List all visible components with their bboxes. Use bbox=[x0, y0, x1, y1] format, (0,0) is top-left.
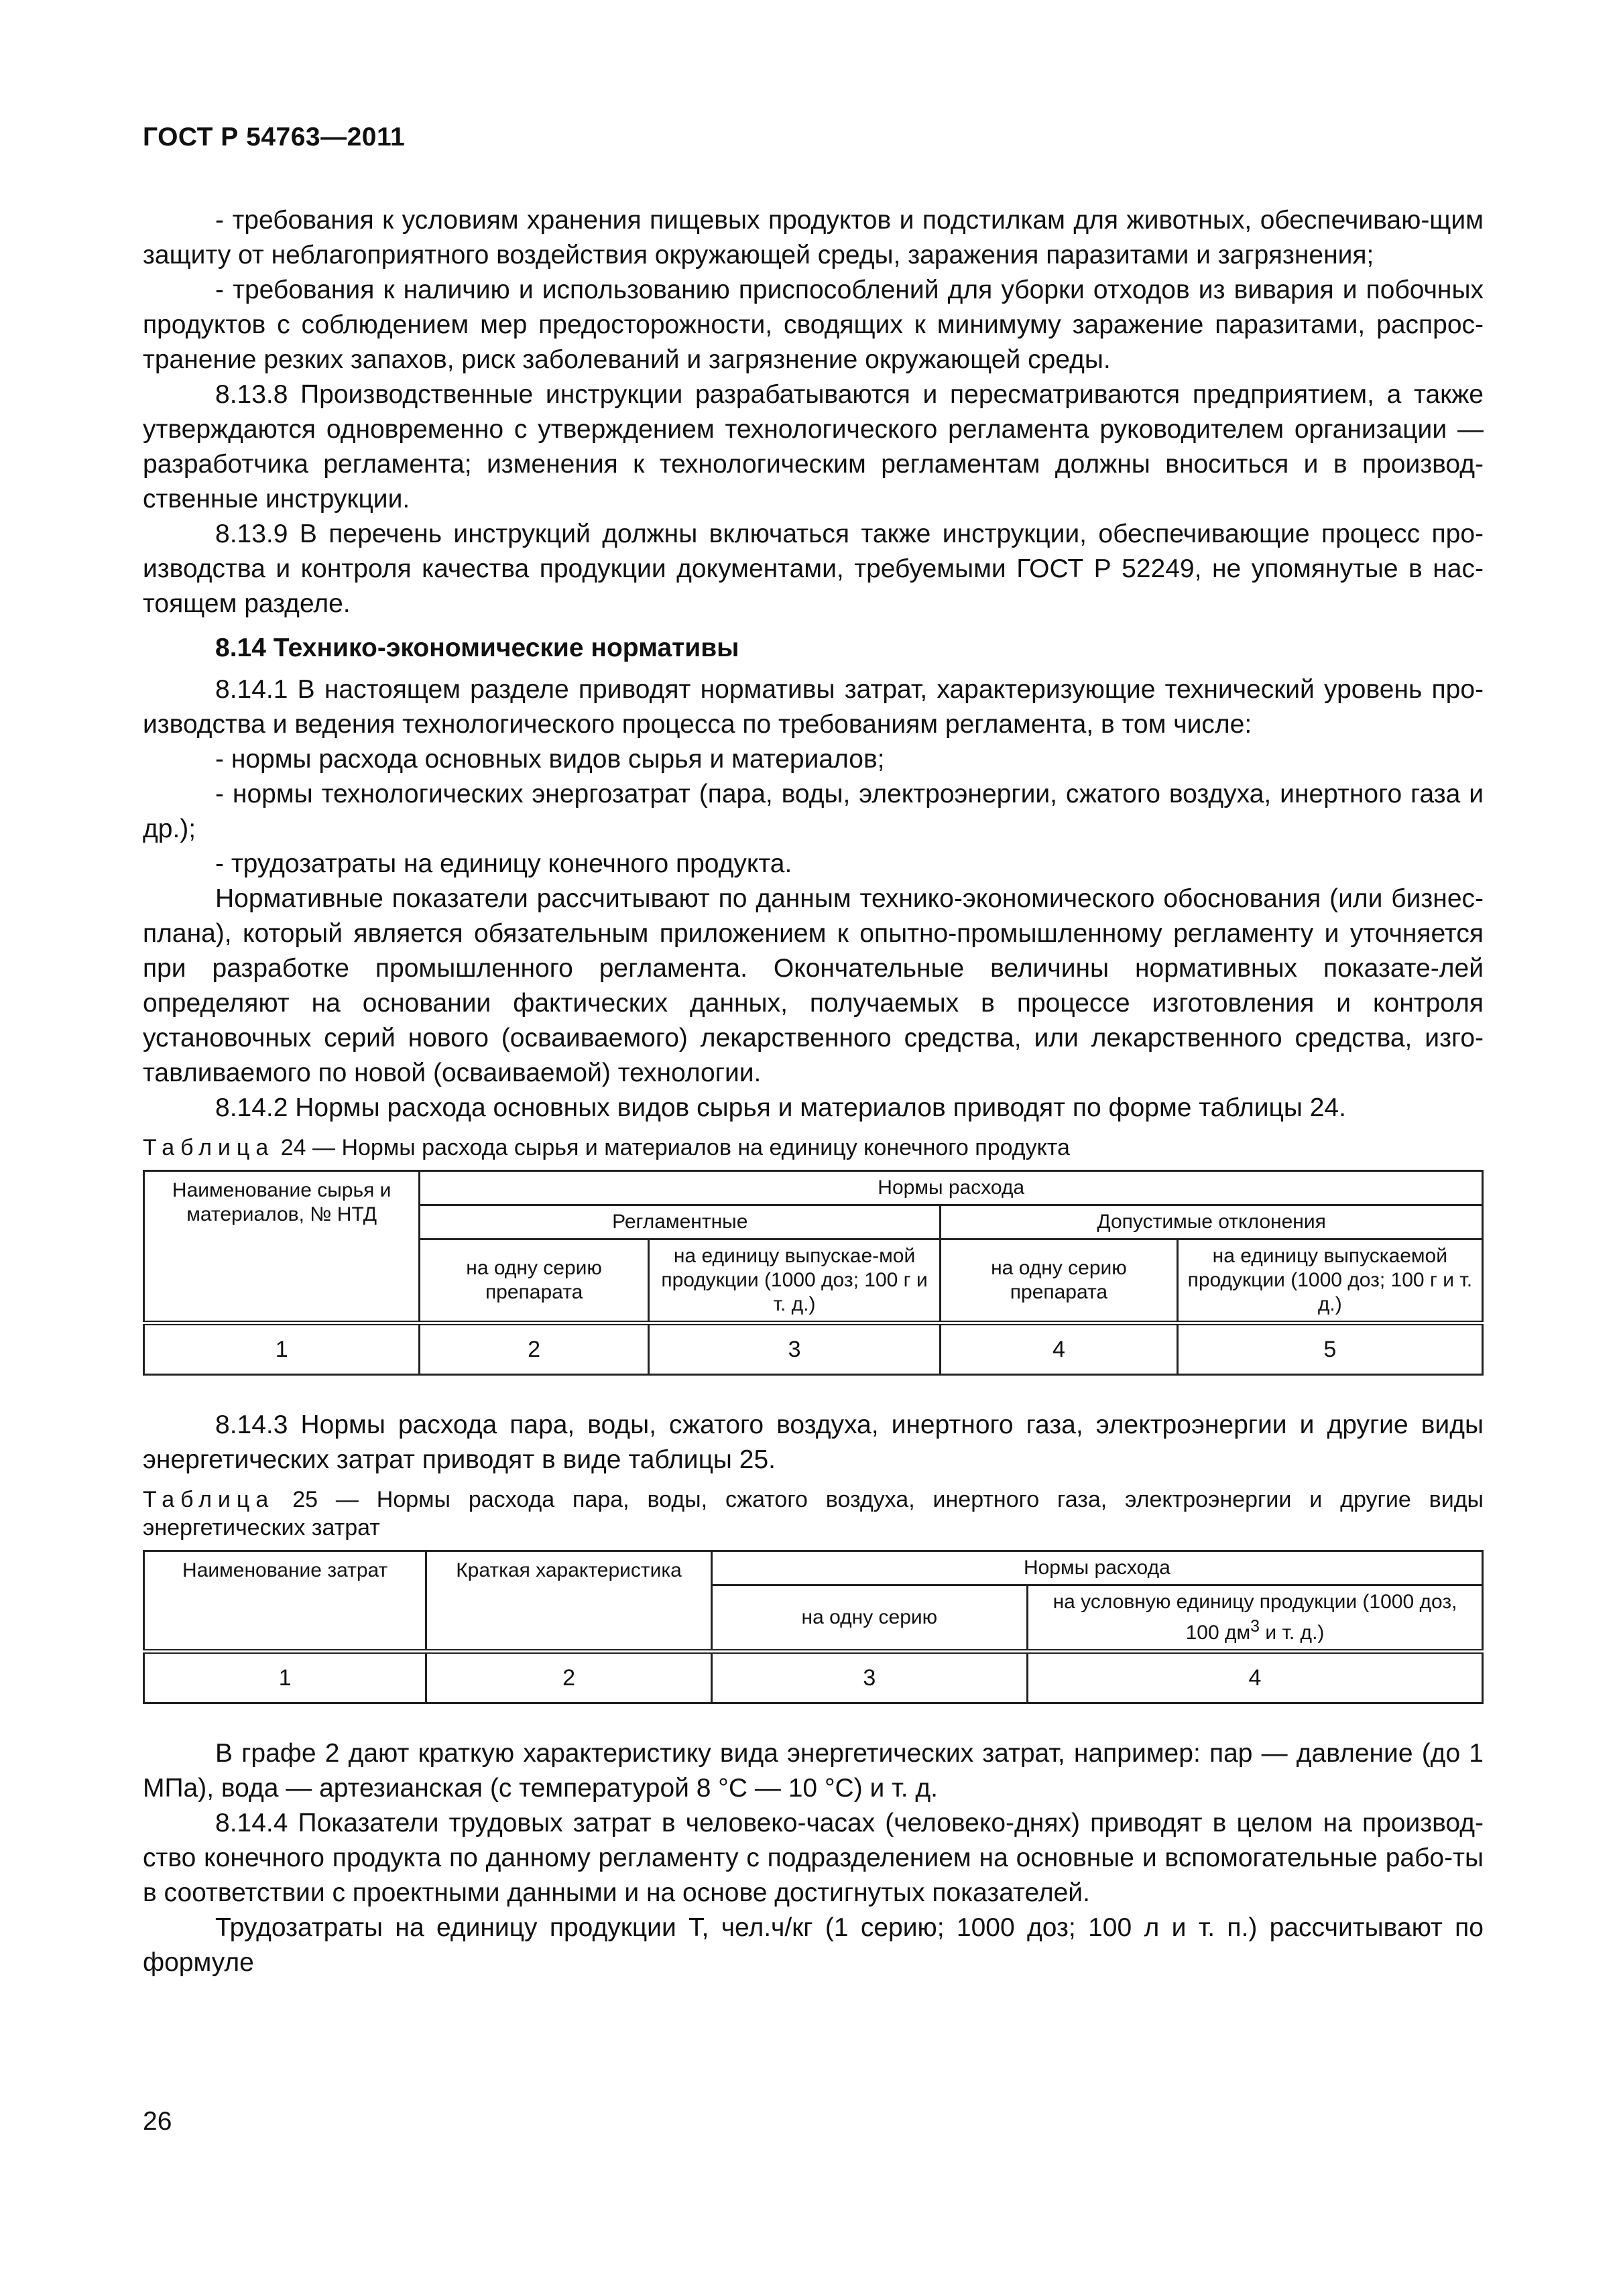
table-cell: 1 bbox=[144, 1323, 420, 1375]
table-header-cell: на одну серию препарата bbox=[941, 1240, 1177, 1323]
list-item: - нормы расхода основных видов сырья и материалов; bbox=[215, 745, 885, 774]
header-text: на условную единицу продукции (1000 доз, 100 дм bbox=[1053, 1591, 1457, 1644]
paragraph: - требования к условиям хранения пищевых продуктов и подстилкам для животных, обеспечиваю-щим защиту от неблагоприятного воздействия окружающей среды, заражения паразитами и загрязнения; bbox=[143, 206, 1484, 269]
table-header-cell: Регламентные bbox=[420, 1205, 941, 1240]
paragraph: Нормативные показатели рассчитывают по данным технико-экономического обоснования (или бизнес-плана), который является обязательным приложением к опытно-промышленному регламенту и уточняется при разработке промышленного регламента. Окончательные величины нормативных показате-лей определяют на основании фактических данных, получаемых в процессе изготовления и контроля установочных серий нового (осваиваемого) лекарственного средства, или лекарственного средства, изго-тавливаемого по новой (осваиваемой) технологии. bbox=[143, 884, 1484, 1087]
table-cell: 5 bbox=[1177, 1323, 1482, 1375]
table-25 bbox=[143, 1550, 1484, 1704]
paragraph: 8.14.1 В настоящем разделе приводят нормативы затрат, характеризующие технический уровень про-изводства и ведения технологического процесса по требованиям регламента, в том числе: bbox=[143, 675, 1484, 739]
list-item: - нормы технологических энергозатрат (пара, воды, электроэнергии, сжатого воздуха, инертного газа и др.); bbox=[143, 780, 1484, 843]
table-header-cell: Допустимые отклонения bbox=[941, 1205, 1483, 1240]
table-header-cell: на единицу выпускае-мой продукции (1000 доз; 100 г и т. д.) bbox=[648, 1240, 940, 1323]
table-cell: 2 bbox=[426, 1652, 711, 1703]
table-caption-label: Таблица bbox=[143, 1487, 275, 1512]
page-number: 26 bbox=[143, 2107, 172, 2136]
table-header-cell: на единицу выпускаемой продукции (1000 доз; 100 г и т. д.) bbox=[1177, 1240, 1482, 1323]
table-header-cell: Нормы расхода bbox=[420, 1171, 1483, 1205]
table-cell: 4 bbox=[941, 1323, 1177, 1375]
spacer bbox=[143, 1704, 1484, 1736]
list-item: - трудозатраты на единицу конечного продукта. bbox=[215, 849, 792, 878]
paragraph: В графе 2 дают краткую характеристику вида энергетических затрат, например: пар — давление (до 1 МПа), вода — артезианская (с температурой 8 °C — 10 °C) и т. д. bbox=[143, 1739, 1484, 1803]
table-header-cell: Нормы расхода bbox=[711, 1551, 1482, 1585]
table-header-cell bbox=[1028, 1585, 1483, 1652]
table-header-cell: на одну серию препарата bbox=[420, 1240, 648, 1323]
table-row bbox=[144, 1323, 1483, 1375]
table-cell: 3 bbox=[648, 1323, 940, 1375]
table-caption-text: 25 — Нормы расхода пара, воды, сжатого воздуха, инертного газа, электроэнергии и другие виды энергетических затрат bbox=[143, 1487, 1484, 1540]
paragraph: 8.14.4 Показатели трудовых затрат в человеко-часах (человеко-днях) приводят в целом на производ-ство конечного продукта по данному регламенту с подразделением на основные и вспомогательные рабо-ты в соответствии с проектными данными и на основе достигнутых показателей. bbox=[143, 1809, 1484, 1907]
paragraph: 8.13.8 Производственные инструкции разрабатываются и пересматриваются предприятием, а также утверждаются одновременно с утверждением технологического регламента руководителем организации — разработчика регламента; изменения к технологическим регламентам должны вноситься и в производ-ственные инструкции. bbox=[143, 380, 1484, 513]
spacer bbox=[143, 1376, 1484, 1408]
table-header-cell: на одну серию bbox=[711, 1585, 1027, 1652]
table-header-cell: Наименование сырья и материалов, № НТД bbox=[144, 1171, 420, 1323]
table-header-cell: Краткая характеристика bbox=[426, 1551, 711, 1652]
document-header: ГОСТ Р 54763—2011 bbox=[143, 123, 406, 152]
paragraph: Трудозатраты на единицу продукции Т, чел.ч/кг (1 серию; 1000 доз; 100 л и т. п.) рассчитывают по формуле bbox=[143, 1913, 1484, 1977]
table-header-cell: Наименование затрат bbox=[144, 1551, 426, 1652]
table-caption-text: 24 — Нормы расхода сырья и материалов на единицу конечного продукта bbox=[274, 1135, 1070, 1160]
section-heading: 8.14 Технико-экономические нормативы bbox=[215, 633, 739, 662]
table-caption-label: Таблица bbox=[143, 1135, 275, 1160]
paragraph: - требования к наличию и использованию приспособлений для уборки отходов из вивария и побочных продуктов с соблюдением мер предосторожности, сводящих к минимуму заражение паразитами, распрос-транение резких запахов, риск заболеваний и загрязнение окружающей среды. bbox=[143, 276, 1484, 374]
paragraph: 8.14.2 Нормы расхода основных видов сырья и материалов приводят по форме таблицы 24. bbox=[215, 1093, 1346, 1122]
table-24 bbox=[143, 1170, 1484, 1376]
table-cell: 2 bbox=[420, 1323, 648, 1375]
paragraph: 8.13.9 В перечень инструкций должны включаться также инструкции, обеспечивающие процесс про-изводства и контроля качества продукции документами, требуемыми ГОСТ Р 52249, не упомянутые в нас-тоящем разделе. bbox=[143, 520, 1484, 618]
table-row bbox=[144, 1652, 1483, 1703]
table-cell: 4 bbox=[1028, 1652, 1483, 1703]
document-body bbox=[143, 203, 1484, 1980]
table-24-caption bbox=[143, 1134, 1484, 1162]
header-text: и т. д.) bbox=[1260, 1622, 1325, 1644]
table-cell: 1 bbox=[144, 1652, 426, 1703]
superscript: 3 bbox=[1250, 1617, 1260, 1636]
table-25-caption bbox=[143, 1486, 1484, 1542]
table-cell: 3 bbox=[711, 1652, 1027, 1703]
paragraph: 8.14.3 Нормы расхода пара, воды, сжатого воздуха, инертного газа, электроэнергии и другие виды энергетических затрат приводят в виде таблицы 25. bbox=[143, 1410, 1484, 1474]
